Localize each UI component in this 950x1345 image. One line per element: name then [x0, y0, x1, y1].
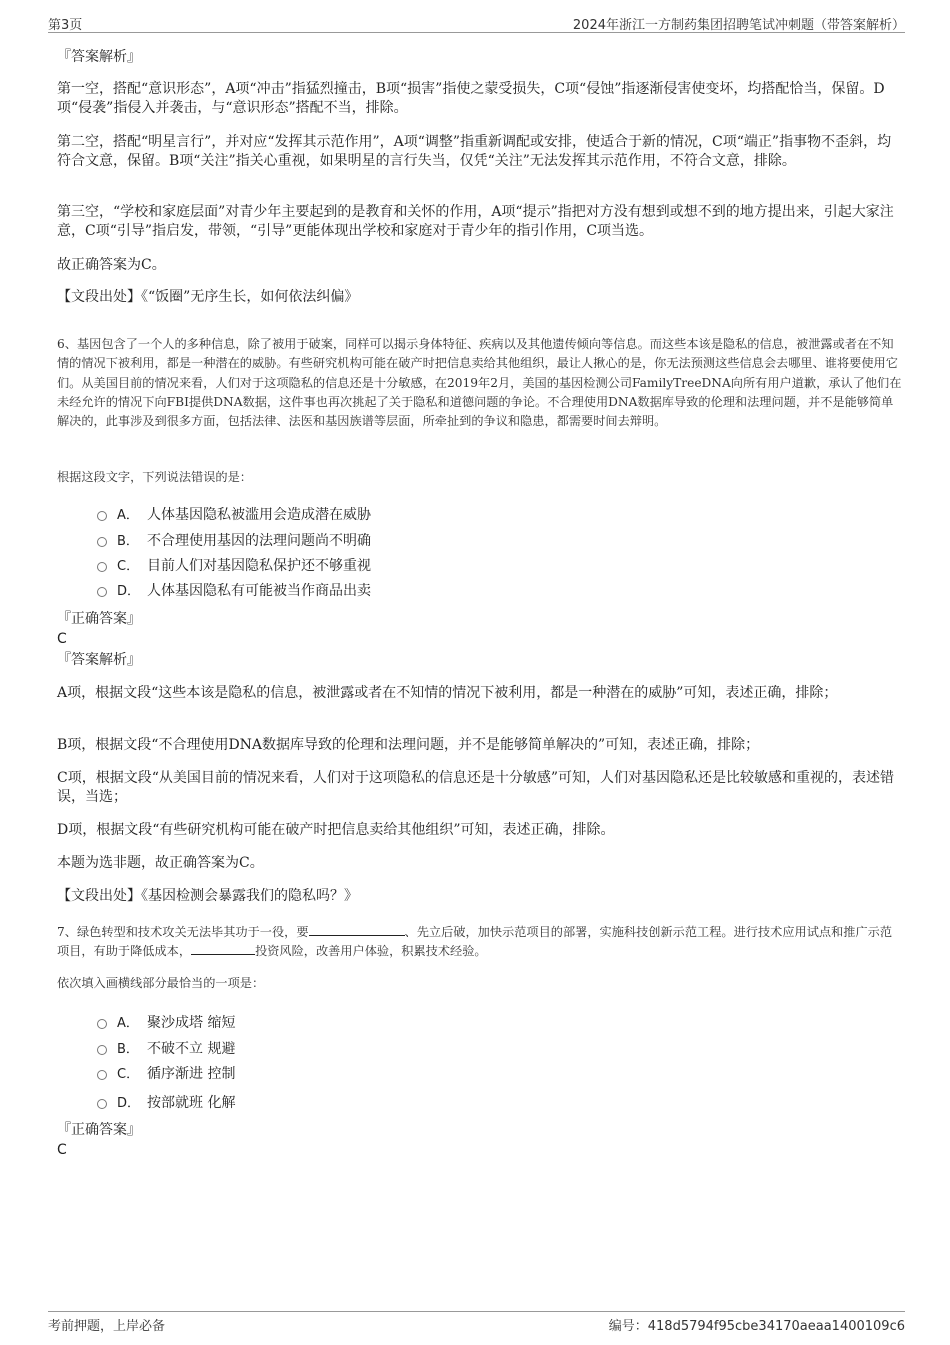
- radio-icon[interactable]: [97, 587, 107, 597]
- q7-option-c[interactable]: C． 循序渐进 控制: [97, 1064, 235, 1084]
- q7-answer-label: 『正确答案』: [57, 1122, 141, 1138]
- q5-analysis-para-1: 第一空，搭配“意识形态”，A项“冲击”指猛烈撞击，B项“损害”指使之蒙受损失，C项“侵蚀”指逐渐侵害使变坏，均搭配恰当，保留。D项“侵袭”指侵入并袭击，与“意识形态”搭配不当，排除。: [57, 81, 885, 116]
- q7-option-d[interactable]: D． 按部就班 化解: [97, 1093, 235, 1113]
- q7-blank-1: [309, 923, 405, 936]
- q6-option-b[interactable]: B． 不合理使用基因的法理问题尚不明确: [97, 531, 371, 551]
- q7-option-b[interactable]: B． 不破不立 规避: [97, 1039, 235, 1059]
- q7-prompt: 依次填入画横线部分最恰当的一项是：: [57, 976, 265, 990]
- q6-analysis-a: A项，根据文段“这些本该是隐私的信息，被泄露或者在不知情的情况下被利用，都是一种潜在的威胁”可知，表述正确，排除；: [57, 685, 838, 701]
- q7-option-a[interactable]: A． 聚沙成塔 缩短: [97, 1013, 235, 1033]
- q5-source: 【文段出处】《“饭圈”无序生长，如何依法纠偏》: [57, 289, 359, 305]
- q5-analysis-label: 『答案解析』: [57, 49, 141, 65]
- radio-icon[interactable]: [97, 511, 107, 521]
- q6-source: 【文段出处】《基因检测会暴露我们的隐私吗？》: [57, 888, 358, 904]
- q6-answer: C: [57, 631, 67, 647]
- q7-blank-2: [191, 942, 255, 955]
- document-id: 编号：418d5794f95cbe34170aeaa1400109c6: [608, 1319, 905, 1334]
- q5-analysis-para-3: 第三空，“学校和家庭层面”对青少年主要起到的是教育和关怀的作用，A项“提示”指把对方没有想到或想不到的地方提出来，引起大家注意，C项“引导”指启发，带领，“引导”更能体现出学校和家庭对于青少年的指引作用，C项当选。: [57, 204, 894, 239]
- page-number: 第3页: [48, 18, 83, 33]
- radio-icon[interactable]: [97, 1099, 107, 1109]
- q6-option-d[interactable]: D． 人体基因隐私有可能被当作商品出卖: [97, 581, 371, 601]
- q6-analysis-d: D项，根据文段“有些研究机构可能在破产时把信息卖给其他组织”可知，表述正确，排除。: [57, 822, 615, 838]
- page-header: [48, 12, 905, 33]
- q5-analysis-para-2: 第二空，搭配“明星言行”，并对应“发挥其示范作用”，A项“调整”指重新调配或安排，使适合于新的情况，C项“端正”指事物不歪斜，均符合文意，保留。B项“关注”指关心重视，如果明星的言行失当，仅凭“关注”无法发挥其示范作用，不符合文意，排除。: [57, 134, 892, 169]
- q6-analysis-conclusion: 本题为选非题，故正确答案为C。: [57, 855, 264, 871]
- q7-stem: 7、绿色转型和技术攻关无法毕其功于一役，要 、先立后破，加快示范项目的部署，实施科技创新示范工程。进行技术应用试点和推广示范项目，有助于降低成本， 投资风险，改善用户体验，积累技术经验。: [57, 925, 893, 959]
- q5-analysis-conclusion: 故正确答案为C。: [57, 257, 166, 273]
- radio-icon[interactable]: [97, 1070, 107, 1080]
- document-title: 2024年浙江一方制药集团招聘笔试冲刺题（带答案解析）: [572, 18, 905, 33]
- footer-slogan: 考前押题，上岸必备: [48, 1319, 166, 1334]
- q6-stem: 6、基因包含了一个人的多种信息，除了被用于破案，同样可以揭示身体特征、疾病以及其他遗传倾向等信息。而这些本该是隐私的信息，被泄露或者在不知情的情况下被利用，都是一种潜在的威胁。有些研究机构可能在破产时把信息卖给其他组织，最让人揪心的是，你无法预测这些信息会去哪里、谁将要使用它们。从美国目前的情况来看，人们对于这项隐私的信息还是十分敏感，在2019年2月，美国的基因检测公司FamilyTreeDNA向所有用户道歉，承认了他们在未经允许的情况下向FBI提供DNA数据，这件事也再次挑起了关于隐私和道德问题的争论。不合理使用DNA数据库导致的伦理和法理问题，并不是能够简单解决的，此事涉及到很多方面，包括法律、法医和基因族谱等层面，所牵扯到的争议和隐患，都需要时间去辩明。: [57, 337, 902, 429]
- q6-prompt: 根据这段文字，下列说法错误的是：: [57, 470, 252, 484]
- page-footer: [48, 1311, 905, 1334]
- q6-analysis-b: B项，根据文段“不合理使用DNA数据库导致的伦理和法理问题，并不是能够简单解决的”可知，表述正确，排除；: [57, 737, 760, 753]
- q7-answer: C: [57, 1142, 67, 1158]
- q6-analysis-label: 『答案解析』: [57, 652, 141, 668]
- q6-option-c[interactable]: C． 目前人们对基因隐私保护还不够重视: [97, 556, 371, 576]
- q6-analysis-c: C项，根据文段“从美国目前的情况来看，人们对于这项隐私的信息还是十分敏感”可知，人们对基因隐私还是比较敏感和重视的，表述错误，当选；: [57, 770, 895, 805]
- radio-icon[interactable]: [97, 1045, 107, 1055]
- radio-icon[interactable]: [97, 537, 107, 547]
- q6-option-a[interactable]: A． 人体基因隐私被滥用会造成潜在威胁: [97, 505, 371, 525]
- radio-icon[interactable]: [97, 1019, 107, 1029]
- radio-icon[interactable]: [97, 562, 107, 572]
- q6-answer-label: 『正确答案』: [57, 611, 141, 627]
